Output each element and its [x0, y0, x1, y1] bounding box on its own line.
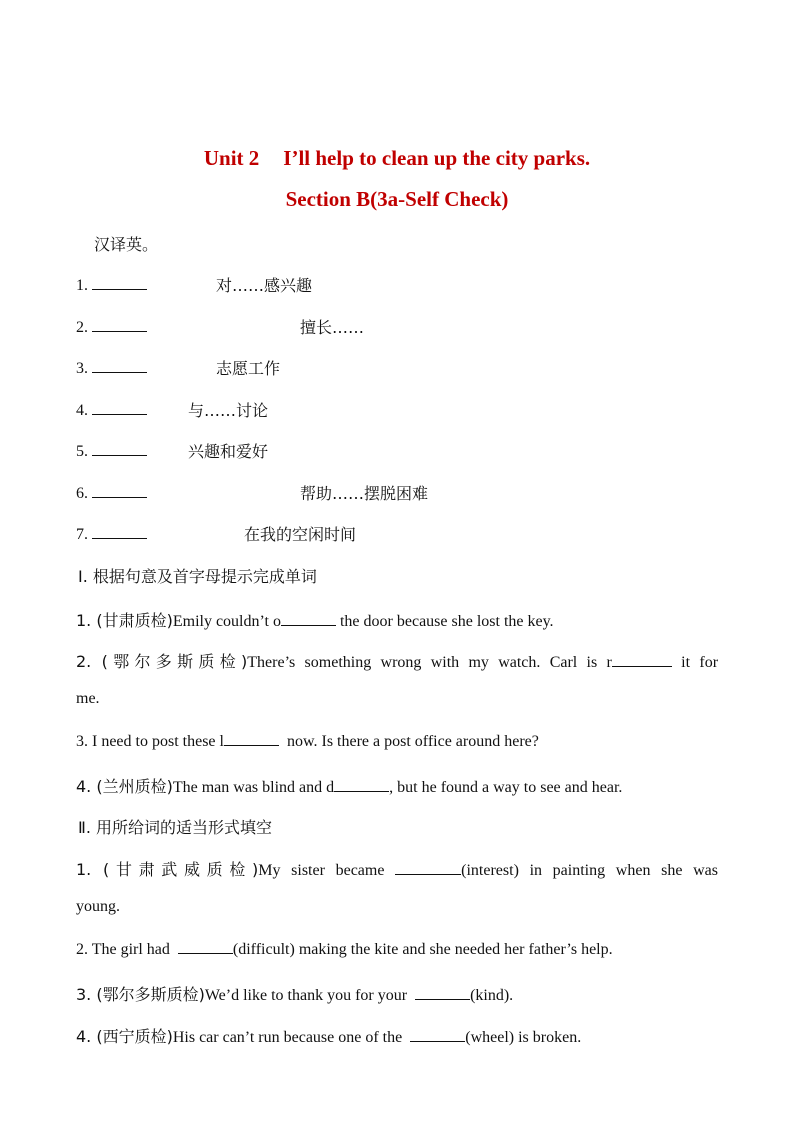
translate-item: 7. — [76, 524, 147, 544]
answer-blank[interactable] — [92, 275, 147, 290]
question-2-2: 2. The girl had (difficult) making the kite and she needed her father’s help. — [76, 941, 613, 958]
translate-heading: 汉译英。 — [94, 235, 159, 254]
question-2-1: 1. (甘肃武威质检)My sister became (interest) in painting when she was — [76, 860, 719, 879]
answer-blank[interactable] — [92, 317, 147, 332]
answer-blank[interactable] — [92, 483, 147, 498]
translate-cn: 擅长…… — [300, 318, 365, 337]
answer-blank[interactable] — [281, 611, 336, 626]
answer-blank[interactable] — [415, 985, 470, 1000]
translate-cn: 志愿工作 — [216, 359, 281, 378]
answer-blank[interactable] — [92, 358, 147, 373]
answer-blank[interactable] — [224, 731, 279, 746]
question-1-3: 3. I need to post these l now. Is there a post office around here? — [76, 733, 539, 750]
answer-blank[interactable] — [92, 524, 147, 539]
question-1-2-cont: me. — [76, 690, 100, 707]
unit-title: I’ll help to clean up the city parks. — [283, 146, 591, 170]
answer-blank[interactable] — [92, 400, 147, 415]
translate-item: 4. — [76, 400, 147, 420]
answer-blank[interactable] — [92, 441, 147, 456]
section1-heading: Ⅰ. 根据句意及首字母提示完成单词 — [78, 567, 317, 586]
translate-cn: 对……感兴趣 — [216, 276, 313, 295]
answer-blank[interactable] — [178, 939, 233, 954]
question-2-3: 3. (鄂尔多斯质检)We’d like to thank you for your (kind). — [76, 985, 514, 1004]
answer-blank[interactable] — [395, 860, 461, 875]
section-title: Section B(3a-Self Check) — [285, 187, 509, 211]
translate-item: 3. — [76, 358, 147, 378]
answer-blank[interactable] — [410, 1027, 465, 1042]
translate-cn: 帮助……摆脱困难 — [300, 484, 429, 503]
translate-item: 1. — [76, 275, 147, 295]
translate-item: 6. — [76, 483, 147, 503]
translate-cn: 兴趣和爱好 — [188, 442, 269, 461]
translate-cn: 与……讨论 — [188, 401, 269, 420]
answer-blank[interactable] — [334, 777, 389, 792]
answer-blank[interactable] — [612, 652, 672, 667]
question-1-2: 2. (鄂尔多斯质检)There’s something wrong with my watch. Carl is r it for — [76, 652, 719, 671]
question-1-1: 1. (甘肃质检)Emily couldn’t o the door because she lost the key. — [76, 611, 554, 630]
page-title — [0, 146, 794, 171]
translate-item: 5. — [76, 441, 147, 461]
question-1-4: 4. (兰州质检)The man was blind and d , but he found a way to see and hear. — [76, 777, 623, 796]
unit-label: Unit 2 — [203, 146, 260, 170]
section2-heading: Ⅱ. 用所给词的适当形式填空 — [78, 818, 273, 837]
question-2-4: 4. (西宁质检)His car can’t run because one of the (wheel) is broken. — [76, 1027, 582, 1046]
translate-cn: 在我的空闲时间 — [244, 525, 357, 544]
translate-item: 2. — [76, 317, 147, 337]
question-2-1-cont: young. — [76, 898, 120, 915]
